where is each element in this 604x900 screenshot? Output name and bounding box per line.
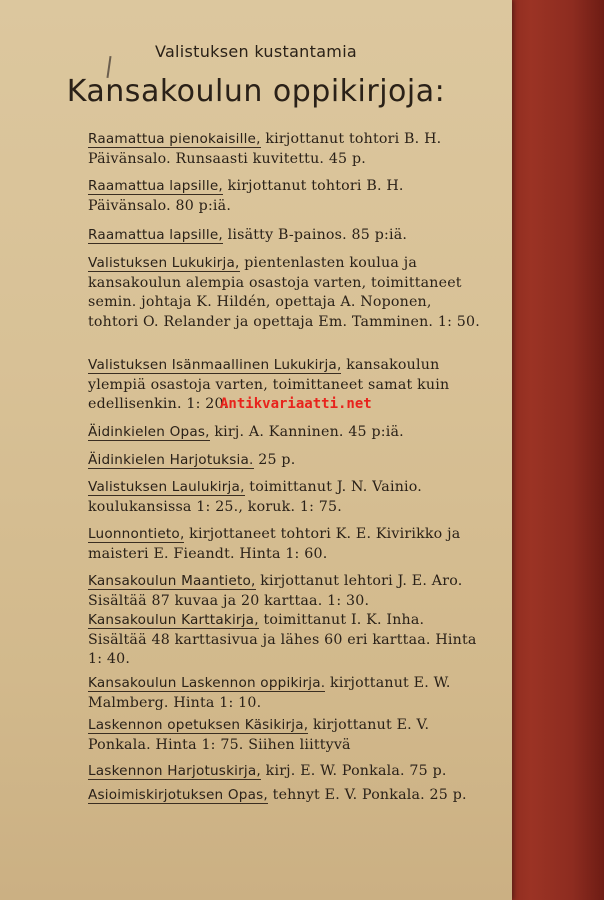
publisher-subtitle: Valistuksen kustantamia: [154, 42, 358, 61]
book-spine: [500, 0, 604, 900]
book-entry: [88, 177, 480, 216]
book-title: Valistuksen Lukukirja,: [88, 255, 240, 271]
book-title: Raamattua lapsille,: [88, 227, 223, 243]
page-title: Kansakoulun oppikirjoja:: [66, 74, 446, 109]
book-title: Kansakoulun Maantieto,: [88, 573, 256, 589]
book-entry: [88, 572, 480, 611]
book-title: Valistuksen Laulukirja,: [88, 479, 245, 495]
book-title: Asioimiskirjotuksen Opas,: [88, 787, 268, 803]
book-entry: [88, 254, 480, 332]
book-entry: [88, 611, 480, 670]
book-description: tehnyt E. V. Ponkala. 25 p.: [267, 787, 467, 803]
book-title: Laskennon opetuksen Käsikirja,: [88, 717, 309, 733]
book-title: Äidinkielen Harjotuksia.: [88, 452, 254, 468]
watermark-text: Antikvariaatti.net: [220, 396, 372, 412]
book-description: kirjottanut tohtori B. H. Päivänsalo. 80 p:iä.: [88, 178, 404, 214]
book-description: toimittanut I. K. Inha. Sisältää 48 karttasivua ja lähes 60 eri karttaa. Hinta 1: 40.: [88, 612, 477, 667]
book-description: kirjottanut tohtori B. H. Päivänsalo. Runsaasti kuvitettu. 45 p.: [88, 131, 442, 167]
book-title: Luonnontieto,: [88, 526, 185, 542]
book-description: kirj. E. W. Ponkala. 75 p.: [260, 763, 447, 779]
book-entry: [88, 716, 480, 755]
book-entry: [88, 674, 480, 713]
book-title: Kansakoulun Laskennon oppikirja.: [88, 675, 326, 691]
book-description: toimittanut J. N. Vainio. koulukansissa 1: 25., koruk. 1: 75.: [88, 479, 422, 515]
book-entry: [88, 130, 480, 169]
book-entry: [88, 423, 480, 443]
book-entry: [88, 762, 480, 782]
book-description: 25 p.: [253, 452, 296, 468]
book-description: kirjottanut E. V. Ponkala. Hinta 1: 75. Siihen liittyvä: [88, 717, 430, 753]
book-description: kirj. A. Kanninen. 45 p:iä.: [209, 424, 404, 440]
book-entry: [88, 525, 480, 564]
book-entry: [88, 226, 480, 246]
book-description: lisätty B-painos. 85 p:iä.: [222, 227, 408, 243]
book-entry: [88, 478, 480, 517]
book-title: Kansakoulun Karttakirja,: [88, 612, 259, 628]
book-title: Laskennon Harjotuskirja,: [88, 763, 261, 779]
book-description: kirjottaneet tohtori K. E. Kivirikko ja maisteri E. Fieandt. Hinta 1: 60.: [88, 526, 461, 562]
book-entry: [88, 451, 480, 471]
book-title: Äidinkielen Opas,: [88, 424, 210, 440]
book-title: Valistuksen Isänmaallinen Lukukirja,: [88, 357, 342, 373]
book-entry: [88, 786, 480, 806]
book-description: pientenlasten koulua ja kansakoulun alempia osastoja varten, toimittaneet semin. johtaja K. Hildén, opettaja A. Noponen, tohtori O. Relander ja opettaja Em. Tamminen. 1: 50.: [88, 255, 480, 330]
book-title: Raamattua lapsille,: [88, 178, 223, 194]
book-description: kirjottanut E. W. Malmberg. Hinta 1: 10.: [88, 675, 451, 711]
book-description: kansakoulun ylempiä osastoja varten, toimittaneet samat kuin edellisenkin. 1: 20.: [88, 357, 450, 412]
book-title: Raamattua pienokaisille,: [88, 131, 261, 147]
book-description: kirjottanut lehtori J. E. Aro. Sisältää 87 kuvaa ja 20 karttaa. 1: 30.: [88, 573, 463, 609]
